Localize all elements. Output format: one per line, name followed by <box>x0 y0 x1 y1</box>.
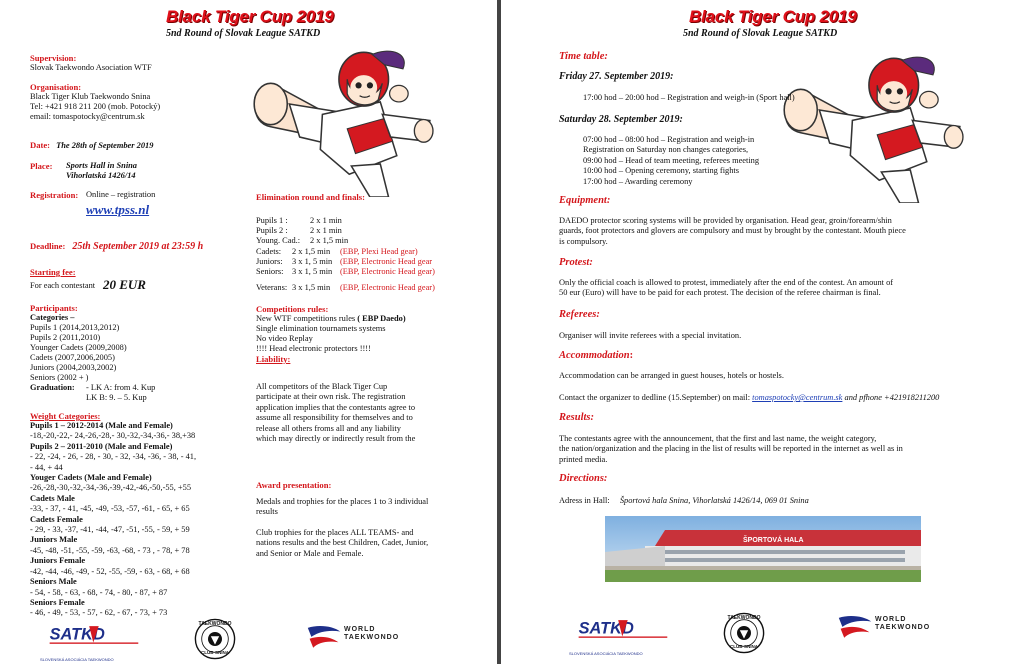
rules-ebp: ( EBP Daedo) <box>357 314 406 323</box>
accommodation-heading <box>559 350 633 361</box>
contact-email-link[interactable]: tomaspotocky@centrum.sk <box>752 393 843 402</box>
date-value: The 28th of September 2019 <box>56 141 154 150</box>
participant-category: Younger Cadets (2009,2008) <box>30 343 127 352</box>
equipment-line: guards, foot protectors and glovers are compulsory and must by brought by the contestant. Mouth piece <box>559 226 906 236</box>
elimination-table <box>256 216 435 293</box>
wt-line: TAEKWONDO <box>875 624 931 631</box>
timetable-line: 09:00 hod – Head of team meeting, referees meeting <box>583 155 760 165</box>
weight-group-values: - 44, + 44 <box>30 462 63 472</box>
world-taekwondo-logo-text <box>875 616 930 632</box>
fee-heading: Starting fee: <box>30 267 76 277</box>
rules-line: Single elimination tournamets systems <box>256 324 386 333</box>
graduation-label: Graduation: <box>30 383 75 392</box>
weight-group-name: Pupils 1 – 2012-2014 (Male and Female) <box>30 421 173 430</box>
results-line: printed media. <box>559 454 608 464</box>
elimination-time: 2 x 1,5 min <box>310 236 349 246</box>
world-taekwondo-logo <box>306 622 416 652</box>
elimination-time: 3 x 1,5 min <box>292 283 331 293</box>
fee-amount: 20 EUR <box>103 277 146 292</box>
club-snina-logo <box>194 618 236 660</box>
organisation-line: email: tomaspotocky@centrum.sk <box>30 112 145 121</box>
liability-heading: Liability: <box>256 354 291 364</box>
organisation-line: Black Tiger Klub Taekwondo Snina <box>30 92 151 101</box>
wt-line: WORLD <box>875 616 907 623</box>
directions-heading: Directions: <box>559 473 608 484</box>
rules-heading: Competitions rules: <box>256 304 329 314</box>
liability-line: assume all responsibility for themselves and to <box>256 413 413 423</box>
world-taekwondo-logo <box>837 612 947 642</box>
weight-group-name: Pupils 2 – 2011-2010 (Male and Female) <box>30 441 173 451</box>
liability-text <box>256 382 415 444</box>
elimination-heading: Elimination round and finals: <box>256 192 365 202</box>
elimination-time: 2 x 1,5 min <box>292 246 331 256</box>
elimination-time: 3 x 1, 5 min <box>292 266 333 276</box>
liability-line: release all others froms all and any liability <box>256 423 401 433</box>
date-row <box>30 140 153 151</box>
equipment-line: DAEDO protector scoring systems will be provided by organisation. Head gear, groin/forearm/shin <box>559 216 892 225</box>
elimination-row <box>256 266 435 277</box>
place-line: Vihorlatská 1426/14 <box>66 171 136 180</box>
weight-group-values: -18,-20,-22,- 24,-26,-28,- 30,-32,-34,-36,- 38,+38 <box>30 431 196 441</box>
timetable-line: 07:00 hod – 08:00 hod – Registration and weigh-in <box>583 135 755 144</box>
timetable-line: 17:00 hod – Awarding ceremony <box>583 176 693 186</box>
weight-group-values: - 54, - 58, - 63, - 68, - 74, - 80, - 87, + 87 <box>30 587 168 597</box>
participant-category: Cadets (2007,2006,2005) <box>30 353 115 362</box>
club-snina-logo <box>723 612 765 654</box>
wt-line: WORLD <box>344 626 376 633</box>
left-page <box>0 0 497 664</box>
taekwondo-kid-illustration <box>776 48 966 203</box>
registration-label: Registration: <box>30 190 79 200</box>
weight-group-name: Juniors Female <box>30 556 86 566</box>
elimination-time: 2 x 1 min <box>310 216 342 225</box>
accommodation-colon: : <box>629 350 634 361</box>
weight-group-name: Juniors Male <box>30 535 78 545</box>
contact-text: Contact the organizer to dedline (15.September) on mail: <box>559 393 753 402</box>
fee-text: For each contestant <box>30 281 96 290</box>
results-line: the nation/organization and the placing in the list of results will be reported in the internet as well as in <box>559 444 903 454</box>
equipment-line: is compulsory. <box>559 236 608 246</box>
weight-group-values: - 46, - 49, - 53, - 57, - 62, - 67, - 73, + 73 <box>30 608 168 618</box>
club-logo-top-text: TAEKWONDO <box>727 615 761 621</box>
award-line: Club trophies for the places ALL TEAMS- and <box>256 527 414 537</box>
participant-category: Juniors (2004,2003,2002) <box>30 363 117 372</box>
award-line: results <box>256 507 278 517</box>
weight-group-name: Youger Cadets (Male and Female) <box>30 473 152 483</box>
results-line: The contestants agree with the announcement, that the first and last name, the weight category, <box>559 434 877 443</box>
weight-group-values: -42, -44, -46, -49, - 52, -55, -59, - 63, - 68, + 68 <box>30 566 190 576</box>
elimination-category: Young. Cad.: <box>256 236 301 246</box>
world-taekwondo-logo-icon <box>837 612 873 640</box>
elimination-category: Cadets: <box>256 246 282 256</box>
liability-line: which may directly or indirectly result from the <box>256 434 416 444</box>
club-logo-bottom-text: CLUB·SNINA <box>730 644 758 649</box>
elimination-note: (EBP, Plexi Head gear) <box>340 246 418 256</box>
supervision-heading: Supervision: <box>30 53 77 63</box>
results-heading: Results: <box>559 412 595 423</box>
world-taekwondo-logo-icon <box>306 622 342 650</box>
participant-category: Seniors (2002 + ) <box>30 373 89 382</box>
protest-text <box>559 278 893 299</box>
graduation-line: - LK A: from 4. Kup <box>86 383 156 392</box>
timetable-list <box>583 135 759 187</box>
supervision-text: Slovak Taekwondo Asociation WTF <box>30 63 152 72</box>
organisation-line: Tel: +421 918 211 200 (mob. Potocký) <box>30 102 161 111</box>
weight-group-values: -26,-28,-30,-32,-34,-36,-39,-42,-46,-50,-55, +55 <box>30 483 192 493</box>
club-logo-top-text: TAEKWONDO <box>198 621 232 627</box>
place-line: Sports Hall in Snina <box>66 161 137 170</box>
rules-line <box>256 314 406 324</box>
satkd-logo-subtitle: SLOVENSKÁ ASOCIÁCIA TAEKWONDO <box>40 657 114 662</box>
satkd-logo <box>569 616 681 654</box>
deadline-row <box>30 236 203 254</box>
sports-hall-photo <box>605 516 921 582</box>
club-logo-bottom-text: CLUB·SNINA <box>201 650 229 655</box>
award-text <box>256 497 428 559</box>
page-title: Black Tiger Cup 2019 <box>166 7 334 26</box>
page-subtitle: 5nd Round of Slovak League SATKD <box>166 28 321 39</box>
equipment-heading: Equipment: <box>559 195 611 206</box>
award-line: Medals and trophies for the places 1 to 3 individual <box>256 497 429 506</box>
right-page <box>501 0 1024 664</box>
elimination-time: 3 x 1, 5 min <box>292 256 333 266</box>
deadline-label: Deadline: <box>30 241 66 251</box>
directions-address <box>559 496 809 506</box>
date-label: Date: <box>30 140 51 150</box>
satkd-logo <box>40 622 152 660</box>
timetable-line: 10:00 hod – Opening ceremony, starting fights <box>583 166 739 176</box>
weight-group-values: - 29, - 33, -37, -41, -44, -47, -51, -55, - 59, + 59 <box>30 525 190 535</box>
elimination-category: Pupils 2 : <box>256 226 288 236</box>
rules-text: New WTF competitions rules <box>256 314 358 323</box>
liability-line: application implies that the contestants agree to <box>256 402 416 412</box>
elimination-row <box>256 256 433 267</box>
weight-group-values: -45, -48, -51, -55, -59, -63, -68, - 73 , - 78, + 78 <box>30 545 190 555</box>
taekwondo-kid-illustration <box>246 42 436 197</box>
elimination-note: (EBP, Electronic Head gear <box>340 256 433 266</box>
liability-line: participate at their own risk. The registration <box>256 392 406 402</box>
protest-line: Only the official coach is allowed to protest, immediately after the end of the contest. An amount of <box>559 278 894 287</box>
registration-link[interactable]: www.tpss.nl <box>86 202 150 217</box>
accommodation-text: Accommodation can be arranged in guest houses, hotels or hostels. <box>559 371 784 380</box>
elimination-note: (EBP, Electronic Head gear) <box>340 266 435 276</box>
timetable-day: Friday 27. September 2019: <box>559 71 674 82</box>
participants-heading: Participants: <box>30 303 78 313</box>
elimination-category: Seniors: <box>256 266 284 276</box>
referees-text: Organiser will invite referees with a special invitation. <box>559 331 742 340</box>
elimination-category: Veterans: <box>256 283 288 293</box>
weight-group-name: Seniors Male <box>30 577 77 587</box>
participant-category: Pupils 2 (2011,2010) <box>30 333 101 342</box>
accommodation-heading-text: Accommodation <box>559 350 630 361</box>
deadline-value: 25th September 2019 at 23:59 h <box>72 241 204 252</box>
elimination-category: Pupils 1 : <box>256 216 288 225</box>
elimination-row <box>256 283 435 293</box>
rules-line: !!!! Head electronic protectors !!!! <box>256 344 371 353</box>
wt-line: TAEKWONDO <box>344 634 400 641</box>
world-taekwondo-logo-text <box>344 626 399 642</box>
referees-heading: Referees: <box>559 309 600 320</box>
weight-group-name: Seniors Female <box>30 597 85 607</box>
graduation-line: LK B: 9. – 5. Kup <box>86 393 147 402</box>
elimination-row <box>256 216 342 226</box>
timetable-day: Saturday 28. September 2019: <box>559 114 683 125</box>
satkd-logo-icon <box>569 616 681 646</box>
elimination-row <box>256 236 349 246</box>
elimination-row <box>256 226 342 236</box>
liability-line: All competitors of the Black Tiger Cup <box>256 382 388 391</box>
page-subtitle: 5nd Round of Slovak League SATKD <box>683 28 838 39</box>
place-label: Place: <box>30 161 53 171</box>
organisation-heading: Organisation: <box>30 82 82 92</box>
weight-categories-heading: Weight Categories: <box>30 411 101 421</box>
weight-categories-list <box>30 421 196 619</box>
weight-group-values: -33, - 37, - 41, -45, -49, -53, -57, -61, - 65, + 65 <box>30 504 190 514</box>
timetable-line: Registration on Saturday non changes categories, <box>583 145 749 155</box>
rules-line: No video Replay <box>256 334 313 343</box>
satkd-logo-subtitle: SLOVENSKÁ ASOCIÁCIA TAEKWONDO <box>569 651 643 656</box>
address-value: Športová hala Snina, Vihorlatská 1426/14, 069 01 Snina <box>619 496 809 505</box>
categories-label: Categories – <box>30 313 75 322</box>
contact-phone: and pfhone +421918211200 <box>842 393 940 402</box>
elimination-row <box>256 246 418 257</box>
registration-value: Online – registration <box>86 190 156 199</box>
elimination-note: (EBP, Electronic Head gear) <box>340 283 435 293</box>
results-text <box>559 434 903 465</box>
award-heading: Award presentation: <box>256 480 332 490</box>
weight-group-values: - 22, -24, - 26, - 28, - 30, - 32, -34, -36, - 38, - 41, <box>30 452 197 462</box>
address-label: Adress in Hall: <box>559 496 610 505</box>
satkd-logo-icon <box>40 622 152 652</box>
hall-sign-text: ŠPORTOVÁ HALA <box>743 537 804 544</box>
accommodation-contact <box>559 393 939 403</box>
weight-group-name: Cadets Male <box>30 493 75 503</box>
protest-heading: Protest: <box>559 257 593 268</box>
timetable-line: 17:00 hod – 20:00 hod – Registration and weigh-in (Sport hall) <box>583 93 795 102</box>
page-title: Black Tiger Cup 2019 <box>689 7 857 26</box>
weight-group-name: Cadets Female <box>30 514 83 524</box>
elimination-category: Juniors: <box>256 256 283 266</box>
award-line: and Senior or Male and Female. <box>256 548 364 558</box>
equipment-text <box>559 216 906 247</box>
elimination-time: 2 x 1 min <box>310 226 342 236</box>
participant-category: Pupils 1 (2014,2013,2012) <box>30 323 120 332</box>
timetable-heading: Time table: <box>559 51 608 62</box>
award-line: nations results and the best Children, Cadet, Junior, <box>256 538 429 548</box>
protest-line: 50 eur (Euro) will have to be paid for each protest. The decision of the referee chairman is final. <box>559 288 881 298</box>
